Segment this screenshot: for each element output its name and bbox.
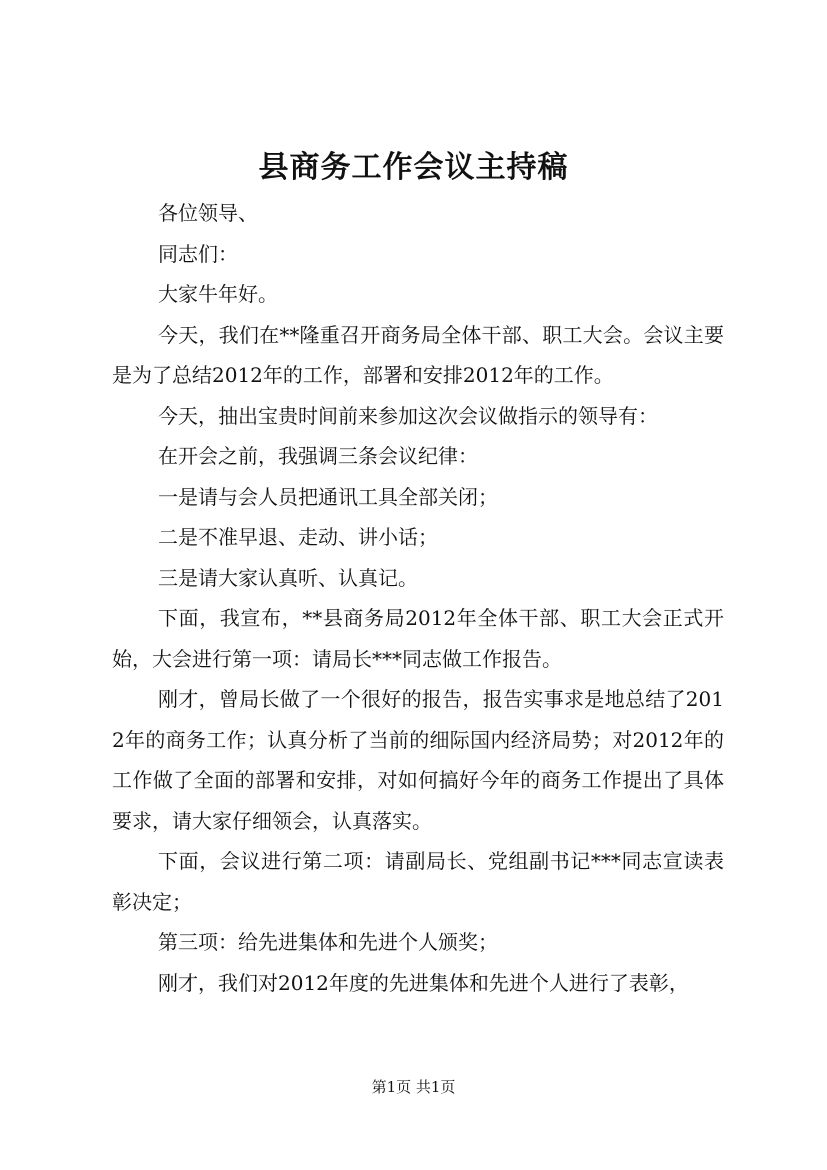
paragraph: 刚才，我们对2012年度的先进集体和先进个人进行了表彰， [158,970,689,995]
paragraph: 二是不准早退、走动、讲小话； [158,525,438,549]
document-body [112,193,724,1003]
paragraph: 第三项：给先进集体和先进个人颁奖； [158,930,498,954]
paragraph: 大家牛年好。 [158,282,278,306]
document-title: 县商务工作会议主持稿 [258,150,569,185]
paragraph: 三是请大家认真听、认真记。 [158,565,418,590]
paragraph: 一是请与会人员把通讯工具全部关闭； [158,484,498,509]
paragraph: 在开会之前，我强调三条会议纪律： [158,444,478,468]
paragraph: 今天，我们在**隆重召开商务局全体干部、职工大会。会议主要是为了总结2012年的工作，部署和安排2012年的工作。 [112,322,724,387]
paragraph: 各位领导、 [158,201,258,225]
page-footer: 第1页 共1页 [371,1078,456,1096]
paragraph: 刚才，曾局长做了一个很好的报告，报告实事求是地总结了2012年的商务工作；认真分析了当前的细际国内经济局势；对2012年的工作做了全面的部署和安排，对如何搞好今年的商务工作提出了具体要求，请大家仔细领会，认真落实。 [112,687,724,833]
paragraph: 下面，我宣布，**县商务局2012年全体干部、职工大会正式开始，大会进行第一项：请局长***同志做工作报告。 [112,606,724,671]
paragraph: 今天，抽出宝贵时间前来参加这次会议做指示的领导有： [158,403,658,428]
paragraph: 下面，会议进行第二项：请副局长、党组副书记***同志宣读表彰决定； [112,849,724,914]
paragraph: 同志们： [158,241,238,266]
